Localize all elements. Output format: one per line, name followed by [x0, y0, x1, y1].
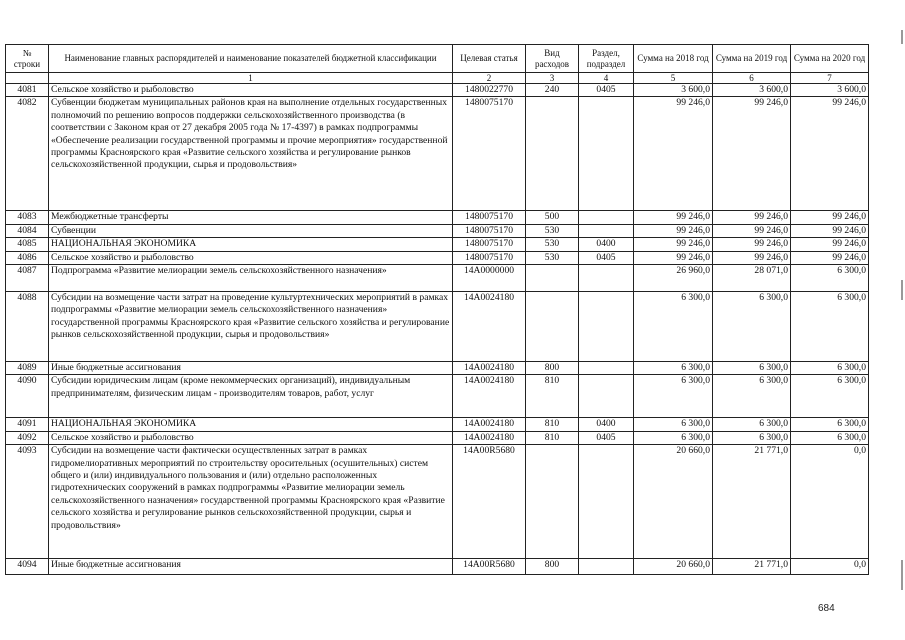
row-sum-2018: 99 246,0	[634, 238, 713, 251]
row-section	[579, 265, 634, 292]
table-row	[6, 431, 869, 444]
column-number: 4	[579, 73, 634, 84]
row-number: 4090	[6, 375, 49, 418]
row-name: НАЦИОНАЛЬНАЯ ЭКОНОМИКА	[49, 238, 453, 251]
row-section	[579, 445, 634, 559]
scan-edge-mark	[901, 30, 903, 44]
row-sum-2018: 99 246,0	[634, 97, 713, 211]
row-section	[579, 375, 634, 418]
header-expense-type: Вид расходов	[526, 45, 579, 73]
column-number: 7	[791, 73, 869, 84]
row-expense-type: 810	[526, 375, 579, 418]
row-name: Сельское хозяйство и рыболовство	[49, 431, 453, 444]
row-expense-type: 530	[526, 238, 579, 251]
row-name: НАЦИОНАЛЬНАЯ ЭКОНОМИКА	[49, 418, 453, 431]
row-section	[579, 362, 634, 375]
row-sum-2018: 6 300,0	[634, 292, 713, 362]
row-sum-2019: 28 071,0	[713, 265, 791, 292]
row-target-article: 1480075170	[453, 211, 526, 224]
table-row	[6, 445, 869, 559]
table-row	[6, 292, 869, 362]
row-sum-2018: 6 300,0	[634, 362, 713, 375]
header-section: Раздел, подраздел	[579, 45, 634, 73]
header-sum-2020: Сумма на 2020 год	[791, 45, 869, 73]
row-sum-2018: 99 246,0	[634, 211, 713, 224]
row-expense-type: 800	[526, 559, 579, 575]
row-section: 0405	[579, 251, 634, 264]
row-name: Иные бюджетные ассигнования	[49, 559, 453, 575]
row-target-article: 1480075170	[453, 251, 526, 264]
row-sum-2019: 6 300,0	[713, 431, 791, 444]
row-number: 4082	[6, 97, 49, 211]
table-row	[6, 559, 869, 575]
row-sum-2018: 20 660,0	[634, 559, 713, 575]
row-sum-2019: 21 771,0	[713, 559, 791, 575]
row-sum-2019: 99 246,0	[713, 224, 791, 237]
row-number: 4084	[6, 224, 49, 237]
row-section	[579, 211, 634, 224]
column-number: 6	[713, 73, 791, 84]
row-target-article: 14А0024180	[453, 292, 526, 362]
column-number	[6, 73, 49, 84]
row-section	[579, 97, 634, 211]
row-number: 4085	[6, 238, 49, 251]
row-sum-2020: 6 300,0	[791, 265, 869, 292]
row-number: 4087	[6, 265, 49, 292]
table-row	[6, 238, 869, 251]
row-expense-type: 810	[526, 431, 579, 444]
row-sum-2020: 0,0	[791, 445, 869, 559]
row-name: Субвенции	[49, 224, 453, 237]
row-target-article: 14А00R5680	[453, 559, 526, 575]
row-target-article: 14А0024180	[453, 431, 526, 444]
table-row	[6, 224, 869, 237]
row-sum-2019: 3 600,0	[713, 84, 791, 97]
row-sum-2019: 99 246,0	[713, 211, 791, 224]
row-expense-type: 500	[526, 211, 579, 224]
row-sum-2019: 99 246,0	[713, 238, 791, 251]
row-target-article: 1480075170	[453, 224, 526, 237]
row-name: Межбюджетные трансферты	[49, 211, 453, 224]
row-sum-2018: 6 300,0	[634, 431, 713, 444]
row-expense-type	[526, 292, 579, 362]
row-name: Субсидии юридическим лицам (кроме некоммерческих организаций), индивидуальным предпринимателям, физическим лицам - производителям товаров, работ, услуг	[49, 375, 453, 418]
row-number: 4088	[6, 292, 49, 362]
row-number: 4081	[6, 84, 49, 97]
row-target-article: 1480022770	[453, 84, 526, 97]
row-section: 0405	[579, 431, 634, 444]
row-section	[579, 292, 634, 362]
row-name: Иные бюджетные ассигнования	[49, 362, 453, 375]
column-number: 2	[453, 73, 526, 84]
column-number: 3	[526, 73, 579, 84]
row-target-article: 14А0024180	[453, 375, 526, 418]
row-number: 4089	[6, 362, 49, 375]
row-sum-2018: 6 300,0	[634, 418, 713, 431]
row-expense-type	[526, 97, 579, 211]
row-sum-2019: 21 771,0	[713, 445, 791, 559]
row-sum-2018: 99 246,0	[634, 251, 713, 264]
scan-edge-mark	[901, 560, 903, 590]
row-number: 4091	[6, 418, 49, 431]
row-expense-type: 530	[526, 224, 579, 237]
row-sum-2020: 6 300,0	[791, 292, 869, 362]
row-sum-2020: 99 246,0	[791, 97, 869, 211]
table-header-row	[6, 45, 869, 73]
page-number: 684	[818, 603, 835, 614]
row-section: 0400	[579, 238, 634, 251]
table-row	[6, 211, 869, 224]
row-sum-2019: 6 300,0	[713, 362, 791, 375]
header-sum-2018: Сумма на 2018 год	[634, 45, 713, 73]
row-name: Сельское хозяйство и рыболовство	[49, 84, 453, 97]
row-number: 4086	[6, 251, 49, 264]
row-target-article: 14А0000000	[453, 265, 526, 292]
row-sum-2020: 0,0	[791, 559, 869, 575]
table-row	[6, 375, 869, 418]
table-row	[6, 84, 869, 97]
column-number: 5	[634, 73, 713, 84]
row-sum-2020: 99 246,0	[791, 251, 869, 264]
row-sum-2019: 6 300,0	[713, 292, 791, 362]
row-sum-2020: 6 300,0	[791, 431, 869, 444]
column-numbers-row	[6, 73, 869, 84]
table-row	[6, 97, 869, 211]
row-sum-2018: 3 600,0	[634, 84, 713, 97]
row-sum-2020: 6 300,0	[791, 418, 869, 431]
row-number: 4094	[6, 559, 49, 575]
row-sum-2020: 99 246,0	[791, 238, 869, 251]
row-sum-2018: 6 300,0	[634, 375, 713, 418]
row-name: Субсидии на возмещение части фактически осуществленных затрат в рамках гидромелиоративных мероприятий по строительству оросительных (осушительных) систем общего и (или) индивидуального пользования и (или) отдельно расположенных гидротехнических сооружений в рамках подпрограммы «Развитие мелиорации земель сельскохозяйственного назначения» государственной программы Красноярского края «Развитие сельского хозяйства и регулирование рынков сельскохозяйственной продукции, сырья и продовольствия»	[49, 445, 453, 559]
row-sum-2020: 99 246,0	[791, 211, 869, 224]
row-sum-2018: 20 660,0	[634, 445, 713, 559]
table-row	[6, 251, 869, 264]
row-name: Подпрограмма «Развитие мелиорации земель сельскохозяйственного назначения»	[49, 265, 453, 292]
row-name: Субсидии на возмещение части затрат на проведение культуртехнических мероприятий в рамках подпрограммы «Развитие мелиорации земель сельскохозяйственного назначения» государственной программы Красноярского края «Развитие сельского хозяйства и регулирование рынков сельскохозяйственной продукции, сырья и продовольствия»	[49, 292, 453, 362]
row-sum-2020: 3 600,0	[791, 84, 869, 97]
row-sum-2020: 99 246,0	[791, 224, 869, 237]
row-target-article: 1480075170	[453, 238, 526, 251]
row-expense-type: 800	[526, 362, 579, 375]
row-expense-type: 530	[526, 251, 579, 264]
row-number: 4093	[6, 445, 49, 559]
row-name: Субвенции бюджетам муниципальных районов края на выполнение отдельных государственных полномочий по решению вопросов поддержки сельскохозяйственного производства (в соответствии с Законом края от 27 декабря 2005 года № 17-4397) в рамках подпрограммы «Обеспечение реализации государственной программы и прочие мероприятия» государственной программы Красноярского края «Развитие сельского хозяйства и регулирование рынков сельскохозяйственной продукции, сырья и продовольствия»	[49, 97, 453, 211]
row-target-article: 14А0024180	[453, 362, 526, 375]
row-number: 4092	[6, 431, 49, 444]
header-target-article: Целевая статья	[453, 45, 526, 73]
row-number: 4083	[6, 211, 49, 224]
row-sum-2018: 26 960,0	[634, 265, 713, 292]
header-row-number: № строки	[6, 45, 49, 73]
column-number: 1	[49, 73, 453, 84]
row-name: Сельское хозяйство и рыболовство	[49, 251, 453, 264]
row-expense-type	[526, 445, 579, 559]
budget-table	[5, 44, 869, 575]
row-expense-type: 810	[526, 418, 579, 431]
row-section	[579, 224, 634, 237]
header-name: Наименование главных распорядителей и наименование показателей бюджетной классификации	[49, 45, 453, 73]
table-row	[6, 265, 869, 292]
row-sum-2018: 99 246,0	[634, 224, 713, 237]
row-section: 0405	[579, 84, 634, 97]
row-section	[579, 559, 634, 575]
row-target-article: 14А00R5680	[453, 445, 526, 559]
row-target-article: 1480075170	[453, 97, 526, 211]
row-sum-2019: 99 246,0	[713, 251, 791, 264]
row-sum-2019: 6 300,0	[713, 375, 791, 418]
row-sum-2019: 6 300,0	[713, 418, 791, 431]
scan-edge-mark	[901, 280, 903, 300]
table-row	[6, 418, 869, 431]
row-section: 0400	[579, 418, 634, 431]
row-sum-2020: 6 300,0	[791, 375, 869, 418]
row-target-article: 14А0024180	[453, 418, 526, 431]
row-sum-2019: 99 246,0	[713, 97, 791, 211]
table-row	[6, 362, 869, 375]
header-sum-2019: Сумма на 2019 год	[713, 45, 791, 73]
row-expense-type: 240	[526, 84, 579, 97]
row-expense-type	[526, 265, 579, 292]
row-sum-2020: 6 300,0	[791, 362, 869, 375]
